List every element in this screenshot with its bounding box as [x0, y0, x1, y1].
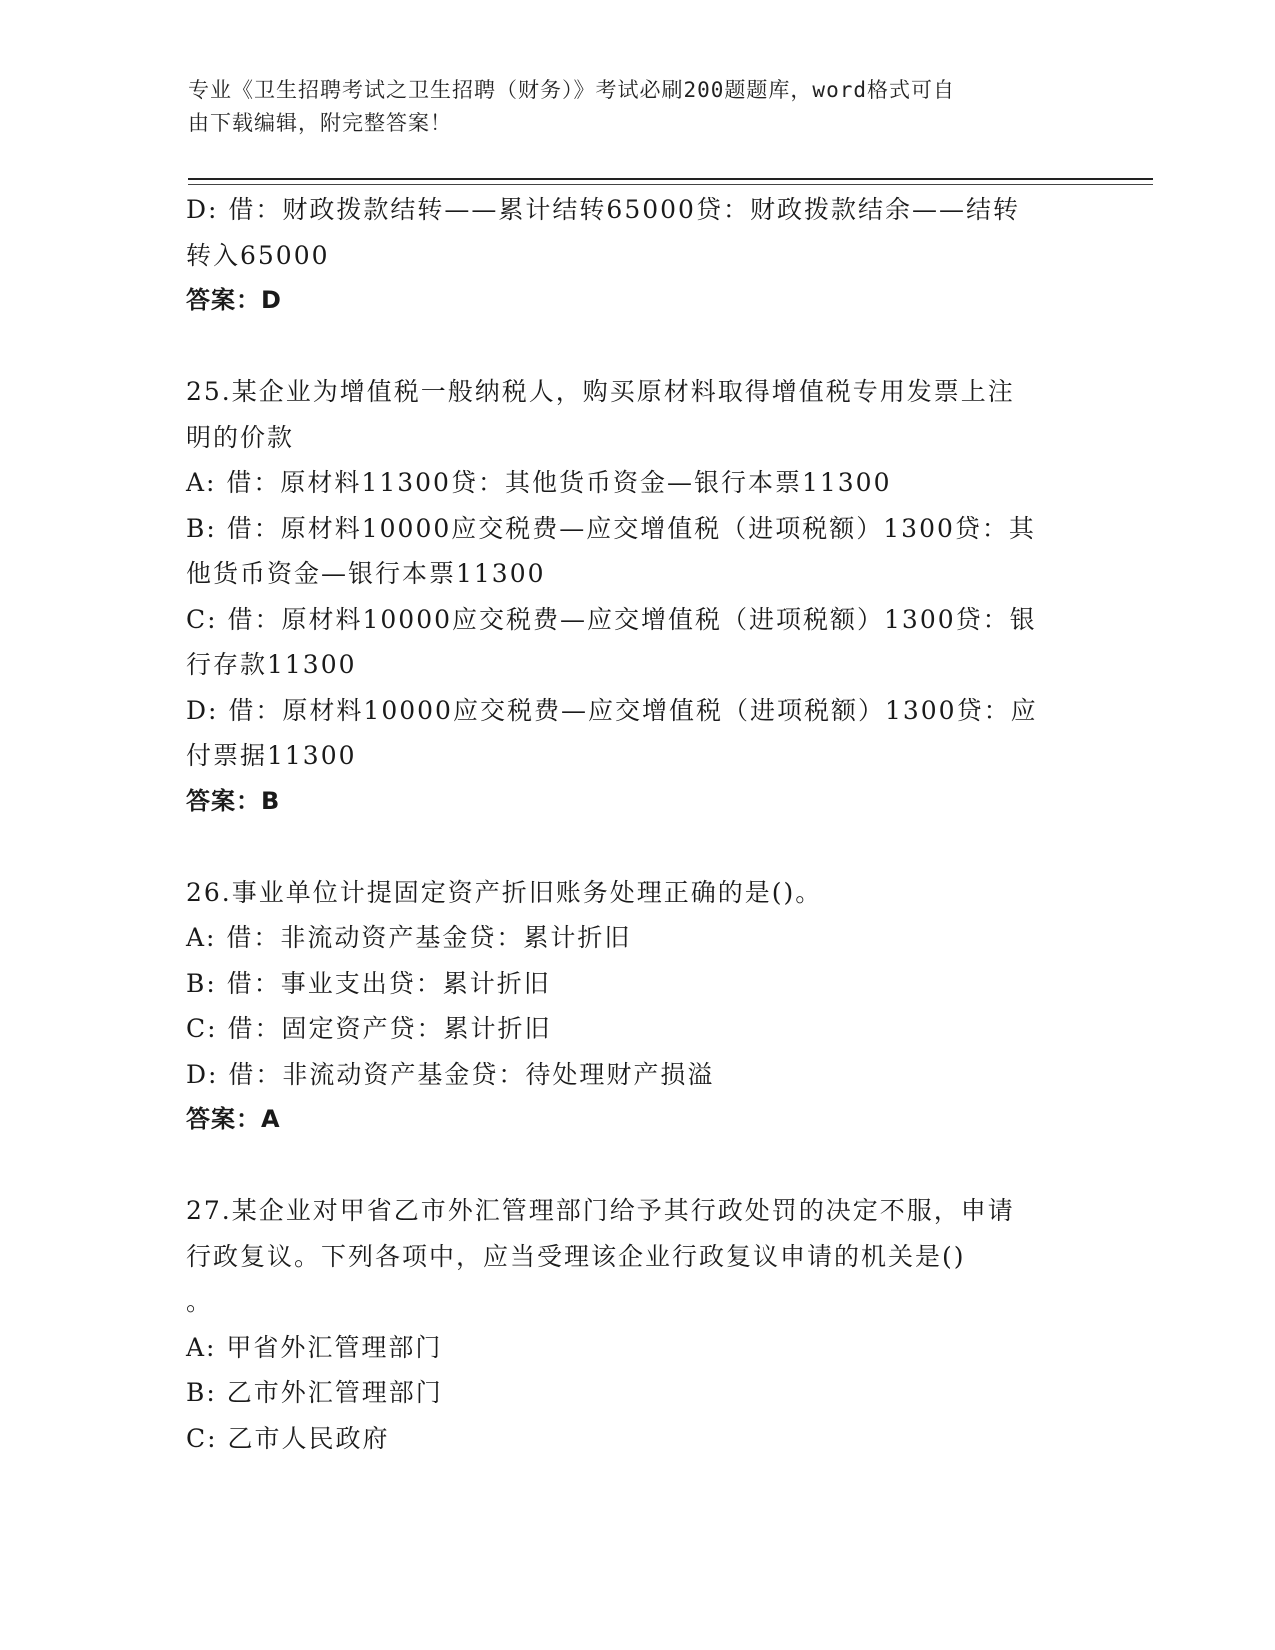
header-line-2: 由下载编辑，附完整答案！ — [188, 111, 452, 135]
question-stem-line-1: 25.某企业为增值税一般纳税人，购买原材料取得增值税专用发票上注 — [186, 377, 1015, 406]
option-a: A: 甲省外汇管理部门 — [186, 1332, 443, 1362]
question-stem-line-2: 明的价款 — [186, 422, 295, 452]
option-b-line-2: 他货币资金—银行本票11300 — [186, 559, 546, 588]
option-d: D: 借：非流动资产基金贷：待处理财产损溢 — [186, 1059, 715, 1089]
question-24-tail — [186, 187, 1086, 324]
answer-label: 答案：D — [186, 286, 282, 314]
answer-label: 答案：B — [186, 786, 281, 815]
option-c: C: 借：固定资产贷：累计折旧 — [186, 1014, 552, 1043]
question-stem-line-3: 。 — [186, 1287, 214, 1316]
question-26 — [186, 870, 1086, 1143]
question-27 — [186, 1188, 1086, 1461]
option-c-line-2: 行存款11300 — [186, 650, 357, 679]
option-d-line-2: 付票据11300 — [186, 741, 357, 770]
question-stem: 26.事业单位计提固定资产折旧账务处理正确的是()。 — [186, 877, 823, 907]
option-c-line-1: C: 借：原材料10000应交税费—应交增值税（进项税额）1300贷：银 — [186, 604, 1037, 634]
question-stem-line-1: 27.某企业对甲省乙市外汇管理部门给予其行政处罚的决定不服，申请 — [186, 1196, 1015, 1225]
option-d-line-1: D: 借：财政拨款结转——累计结转65000贷：财政拨款结余——结转 — [186, 195, 1020, 224]
header-rule-thin — [188, 184, 1153, 185]
question-stem-line-2: 行政复议。下列各项中，应当受理该企业行政复议申请的机关是() — [186, 1241, 966, 1271]
option-b-line-1: B: 借：原材料10000应交税费—应交增值税（进项税额）1300贷：其 — [186, 513, 1036, 543]
option-d-line-2: 转入65000 — [186, 240, 330, 270]
spacer — [186, 824, 1086, 870]
option-b: B: 乙市外汇管理部门 — [186, 1378, 443, 1407]
option-d-line-1: D: 借：原材料10000应交税费—应交增值税（进项税额）1300贷：应 — [186, 695, 1038, 725]
header-line-1: 专业《卫生招聘考试之卫生招聘（财务）》考试必刷200题题库，word格式可自 — [188, 78, 955, 102]
spacer — [186, 1143, 1086, 1189]
option-b: B: 借：事业支出贷：累计折旧 — [186, 968, 551, 998]
option-a: A: 借：原材料11300贷：其他货币资金—银行本票11300 — [186, 468, 892, 497]
document-body — [186, 187, 1086, 1461]
question-25 — [186, 369, 1086, 824]
document-header — [188, 74, 1068, 140]
spacer — [186, 324, 1086, 370]
option-a: A: 借：非流动资产基金贷：累计折旧 — [186, 923, 632, 952]
answer-label: 答案：A — [186, 1105, 281, 1133]
header-rule-thick — [188, 178, 1153, 180]
option-c: C: 乙市人民政府 — [186, 1423, 390, 1453]
